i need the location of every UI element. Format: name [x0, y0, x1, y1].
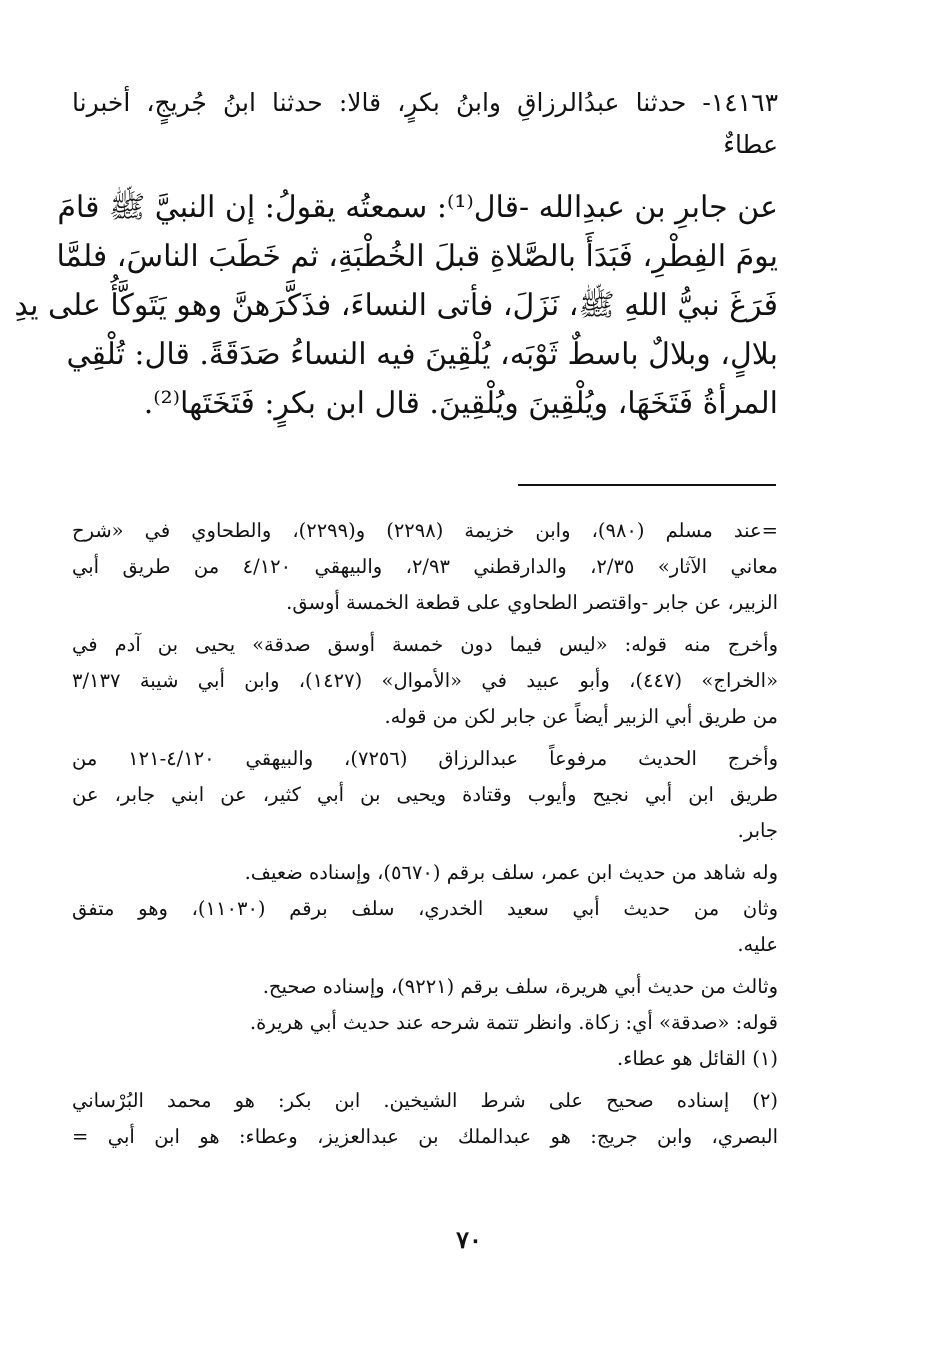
- matn-line: بلالٍ، وبلالٌ باسطٌ ثَوْبَه، يُلْقِينَ فيه النساءُ صَدَقَةً. قال: تُلْقِي: [66, 337, 778, 372]
- footnote-line: من طريق أبي الزبير أيضاً عن جابر لكن من قوله.: [384, 705, 778, 728]
- matn-line: عن جابرِ بن عبدِالله -قال⁽¹⁾: سمعتُه يقولُ: إن النبيَّ ﷺ قامَ: [57, 190, 778, 225]
- hadith-isnad: [72, 82, 778, 166]
- footnote-line: الزبير، عن جابر -واقتصر الطحاوي على قطعة الخمسة أوسق.: [286, 591, 778, 614]
- footnote-line: وثان من حديث أبي سعيد الخدري، سلف برقم (١١٠٣٠)، وهو متفق: [72, 897, 778, 920]
- footnotes: [72, 513, 778, 1155]
- isnad-line: عطاءٌ: [723, 130, 778, 159]
- isnad-line: ١٤١٦٣- حدثنا عبدُالرزاقِ وابنُ بكرٍ، قالا: حدثنا ابنُ جُريجٍ، أخبرنا: [72, 88, 778, 117]
- footnote-line: قوله: «صدقة» أي: زكاة. وانظر تتمة شرحه عند حديث أبي هريرة.: [249, 1011, 778, 1034]
- footnote-line: طريق ابن أبي نجيح وأيوب وقتادة ويحيى بن أبي كثير، عن ابني جابر، عن: [72, 783, 778, 806]
- footnote-line: عليه.: [737, 933, 778, 956]
- page-number: ٧٠: [456, 1225, 482, 1254]
- footnote-line: «الخراج» (٤٤٧)، وأبو عبيد في «الأموال» (١٤٢٧)، وابن أبي شيبة ٣/١٣٧: [72, 669, 778, 692]
- matn-line: يومَ الفِطْرِ، فَبَدَأَ بالصَّلاةِ قبلَ الخُطْبَةِ، ثم خَطَبَ الناسَ، فلمَّا: [56, 239, 778, 274]
- footnote-line: وثالث من حديث أبي هريرة، سلف برقم (٩٢٢١)، وإسناده صحيح.: [262, 975, 778, 998]
- footnote-line: (٢) إسناده صحيح على شرط الشيخين. ابن بكر: هو محمد البُرْساني: [72, 1089, 778, 1112]
- footnote-separator: [518, 484, 776, 486]
- hadith-matn: [14, 183, 778, 428]
- matn-line: فَرَغَ نبيُّ اللهِ ﷺ، نَزَلَ، فأتى النساءَ، فذَكَّرَهنَّ وهو يَتَوكَّأُ على يدِ: [14, 288, 778, 323]
- footnote-line: وأخرج الحديث مرفوعاً عبدالرزاق (٧٢٥٦)، والبيهقي ٤/١٢٠-١٢١ من: [72, 747, 778, 770]
- footnote-line: البصري، وابن جريج: هو عبدالملك بن عبدالعزيز، وعطاء: هو ابن أبي =: [72, 1125, 778, 1148]
- footnote-line: =عند مسلم (٩٨٠)، وابن خزيمة (٢٢٩٨) و(٢٢٩٩)، والطحاوي في «شرح: [72, 519, 778, 542]
- footnote-line: وله شاهد من حديث ابن عمر، سلف برقم (٥٦٧٠)، وإسناده ضعيف.: [244, 861, 778, 884]
- footnote-line: معاني الآثار» ٢/٣٥، والدارقطني ٢/٩٣، والبيهقي ٤/١٢٠ من طريق أبي: [72, 555, 778, 578]
- footnote-line: (١) القائل هو عطاء.: [617, 1047, 778, 1070]
- matn-line: المرأةُ فَتَخَهَا، ويُلْقِينَ ويُلْقِينَ. قال ابن بكرٍ: فَتَخَتَها⁽²⁾.: [143, 386, 778, 421]
- footnote-line: وأخرج منه قوله: «ليس فيما دون خمسة أوسق صدقة» يحيى بن آدم في: [72, 633, 778, 656]
- footnote-line: جابر.: [737, 819, 778, 842]
